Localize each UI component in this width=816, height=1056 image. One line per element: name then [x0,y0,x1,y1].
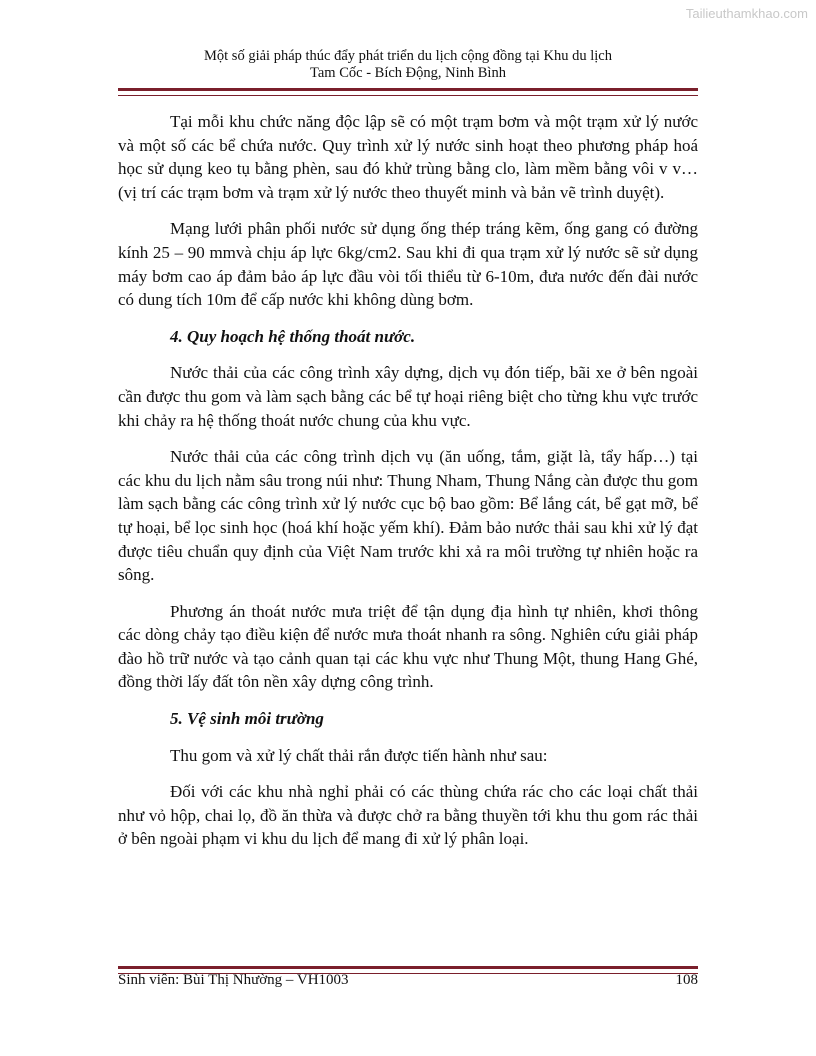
paragraph-solid-waste-intro: Thu gom và xử lý chất thải rắn được tiến hành như sau: [170,745,548,765]
document-body [118,110,698,864]
paragraph-rainwater-drainage: Phương án thoát nước mưa triệt để tận dụng địa hình tự nhiên, khơi thông các dòng chảy tạo điều kiện để nước mưa thoát nhanh ra sông. Nghiên cứu giải pháp đào hồ trữ nước và tạo cảnh quan tại các khu vực như Thung Một, thung Hang Ghé, đồng thời lấy đất tôn nền xây dựng công trình. [118,601,698,692]
section-heading-sanitation: 5. Vệ sinh môi trường [170,709,324,729]
section-heading-drainage: 4. Quy hoạch hệ thống thoát nước. [170,326,416,346]
paragraph-wastewater-treatment: Nước thải của các công trình dịch vụ (ăn uống, tắm, giặt là, tẩy hấp…) tại các khu du lịch nằm sâu trong núi như: Thung Nham, Thung Nắng càn được thu gom làm sạch bằng các công trình xử lý nước cục bộ bao gồm: Bể lắng cát, bể gạt mỡ, bể tự hoại, bể lọc sinh học (hoá khí hoặc yếm khí). Đảm bảo nước thải sau khi xử lý đạt được tiêu chuẩn quy định của Việt Nam trước khi xả ra môi trường tự nhiên hoặc ra sông. [118,447,698,585]
paragraph-distribution-network: Mạng lưới phân phối nước sử dụng ống thép tráng kẽm, ống gang có đường kính 25 – 90 mmvà chịu áp lực 6kg/cm2. Sau khi đi qua trạm xử lý nước sẽ sử dụng máy bơm cao áp đảm bảo áp lực đầu vòi tối thiểu từ 6-10m, đưa nước đến đài nước có dung tích 10m để cấp nước khi không dùng bơm. [118,219,698,310]
paragraph-water-stations: Tại mỗi khu chức năng độc lập sẽ có một trạm bơm và một trạm xử lý nước và một số các bể chứa nước. Quy trình xử lý nước sinh hoạt theo phương pháp hoá học sử dụng keo tụ bằng phèn, sau đó khử trùng bằng clo, làm mềm bằng vôi v v… (vị trí các trạm bơm và trạm xử lý nước theo thuyết minh và bản vẽ trình duyệt). [118,112,698,202]
page-number: 108 [675,972,698,988]
watermark: Tailieuthamkhao.com [685,6,808,21]
page-header [118,48,698,82]
header-line-2: Tam Cốc - Bích Động, Ninh Bình [310,65,506,81]
page-footer [118,972,698,989]
footer-author: Sinh viên: Bùi Thị Nhường – VH1003 [118,972,349,988]
paragraph-solid-waste-collection: Đối với các khu nhà nghỉ phải có các thùng chứa rác cho các loại chất thải như vỏ hộp, chai lọ, đồ ăn thừa và được chở ra bằng thuyền tới khu thu gom rác thải ở bên ngoài phạm vi khu du lịch để mang đi xử lý phân loại. [118,782,698,849]
header-divider [118,88,698,96]
paragraph-wastewater-collection: Nước thải của các công trình xây dựng, dịch vụ đón tiếp, bãi xe ở bên ngoài cần được thu gom và làm sạch bằng các bể tự hoại riêng biệt cho từng khu vực trước khi chảy ra hệ thống thoát nước chung của khu vực. [118,363,698,430]
header-line-1: Một số giải pháp thúc đẩy phát triển du lịch cộng đồng tại Khu du lịch [204,48,612,64]
